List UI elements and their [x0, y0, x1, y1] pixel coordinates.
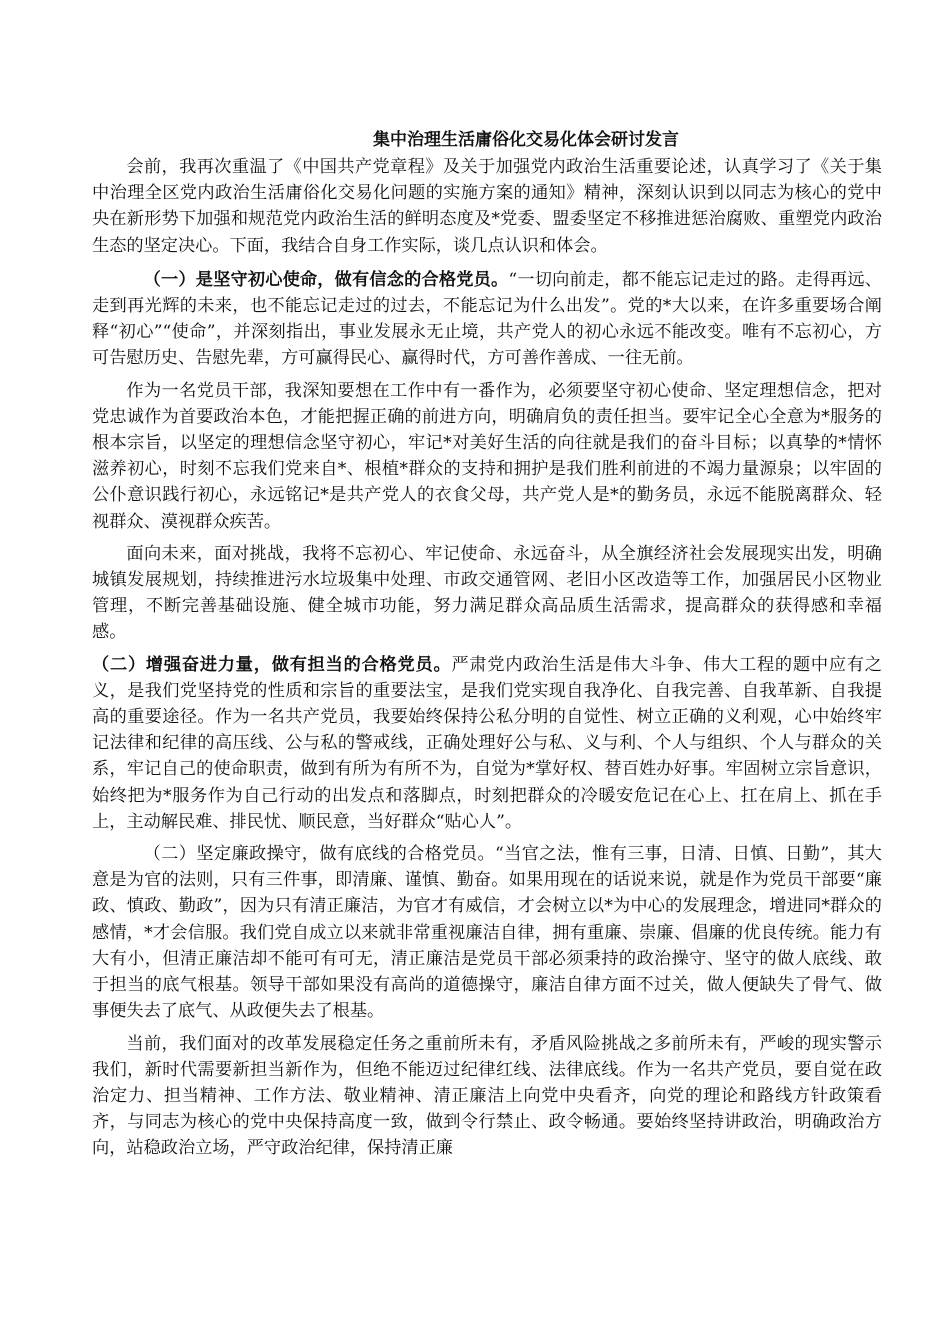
- paragraph-text: 严肃党内政治生活是伟大斗争、伟大工程的题中应有之义，是我们党坚持党的性质和宗旨的重要法宝，是我们党实现自我净化、自我完善、自我革新、自我提高的重要途径。作为一名共产党员，我要始终保持公私分明的自觉性、树立正确的义利观，心中始终牢记法律和纪律的高压线、公与私的警戒线，正确处理好公与私、义与利、个人与组织、个人与群众的关系，牢记自己的使命职责，做到有所为有所不为，自觉为*掌好权、替百姓办好事。牢固树立宗旨意识，始终把为*服务作为自己行动的出发点和落脚点，时刻把群众的冷暖安危记在心上、扛在肩上、抓在手上，主动解民难、排民忧、顺民意，当好群众“贴心人”。: [92, 654, 882, 832]
- paragraph-text: 面向未来，面对挑战，我将不忘初心、牢记使命、永远奋斗，从全旗经济社会发展现实出发，明确城镇发展规划，持续推进污水垃圾集中处理、市政交通管网、老旧小区改造等工作，加强居民小区物业管理，不断完善基础设施、健全城市功能，努力满足群众高品质生活需求，提高群众的获得感和幸福感。: [92, 543, 882, 643]
- document-title: 集中治理生活庸俗化交易化体会研讨发言: [373, 130, 679, 150]
- paragraph-text: 会前，我再次重温了《中国共产党章程》及关于加强党内政治生活重要论述，认真学习了《关于集中治理全区党内政治生活庸俗化交易化问题的实施方案的通知》精神，深刻认识到以同志为核心的党中央在新形势下加强和规范党内政治生活的鲜明态度及*党委、盟委坚定不移推进惩治腐败、重塑党内政治生态的坚定决心。下面，我结合自身工作实际，谈几点认识和体会。: [92, 157, 882, 256]
- paragraph-section-two: [92, 652, 882, 835]
- paragraph-body: [92, 541, 882, 646]
- paragraph-text: 当前，我们面对的改革发展稳定任务之重前所未有，矛盾风险挑战之多前所未有，严峻的现实警示我们，新时代需要新担当新作为，但绝不能迈过纪律红线、法律底线。作为一名共产党员，要自觉在政治定力、担当精神、工作方法、敬业精神、清正廉洁上向党中央看齐，向党的理论和路线方针政策看齐，与同志为核心的党中央保持高度一致，做到令行禁止、政令畅通。要始终坚持讲政治，明确政治方向，站稳政治立场，严守政治纪律，保持清正廉: [92, 1033, 882, 1159]
- paragraph-text: （二）坚定廉政操守，做有底线的合格党员。“当官之法，惟有三事，日清、日慎、日勤”，其大意是为官的法则，只有三件事，即清廉、谨慎、勤奋。如果用现在的话说来说，就是作为党员干部要“廉政、慎政、勤政”，因为只有清正廉洁，为官才有威信，才会树立以*为中心的发展理念，增进同*群众的感情，*才会信服。我们党自成立以来就非常重视廉洁自律，拥有重廉、崇廉、倡廉的优良传统。能力有大有小，但清正廉洁却不能可有可无，清正廉洁是党员干部必须秉持的政治操守、坚守的做人底线、敢于担当的底气根基。领导干部如果没有高尚的道德操守，廉洁自律方面不过关，做人便缺失了骨气、做事便失去了底气、从政便失去了根基。: [92, 844, 882, 1022]
- section-heading: （一）是坚守初心使命，做有信念的合格党员。: [143, 269, 509, 290]
- paragraph-section-three: [92, 841, 882, 1024]
- section-heading: （二）增强奋进力量，做有担当的合格党员。: [92, 654, 452, 675]
- paragraph-text: 作为一名党员干部，我深知要想在工作中有一番作为，必须要坚守初心使命、坚定理想信念，把对党忠诚作为首要政治本色，才能把握正确的前进方向，明确肩负的责任担当。要牢记全心全意为*服务的根本宗旨，以坚定的理想信念坚守初心，牢记*对美好生活的向往就是我们的奋斗目标；以真挚的*情怀滋养初心，时刻不忘我们党来自*、根植*群众的支持和拥护是我们胜利前进的不竭力量源泉；以牢固的公仆意识践行初心，永远铭记*是共产党人的衣食父母，共产党人是*的勤务员，永远不能脱离群众、轻视群众、漠视群众疾苦。: [92, 380, 882, 532]
- paragraph-body: [92, 1031, 882, 1162]
- paragraph-body: [92, 378, 882, 535]
- paragraph-intro: [92, 154, 882, 259]
- paragraph-text: “一切向前走，都不能忘记走过的路。走得再远、走到再光辉的未来，也不能忘记走过的过去，不能忘记为什么出发”。党的*大以来，在许多重要场合阐释“初心”“使命”，并深刻指出，事业发展永无止境，共产党人的初心永远不能改变。唯有不忘初心，方可告慰历史、告慰先辈，方可赢得民心、赢得时代，方可善作善成、一往无前。: [92, 269, 882, 369]
- paragraph-section-one: [92, 267, 882, 372]
- document-page: [92, 128, 882, 1168]
